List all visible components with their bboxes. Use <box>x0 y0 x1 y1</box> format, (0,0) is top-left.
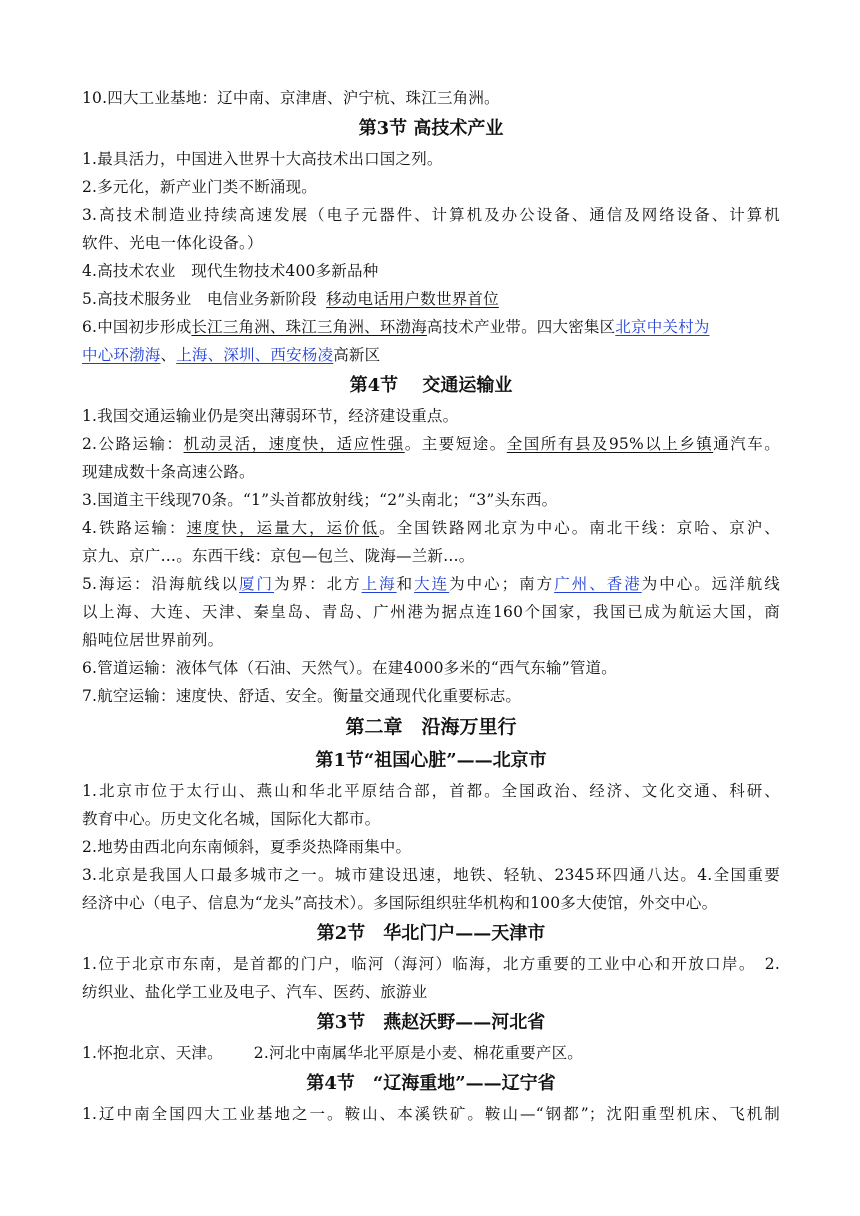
paragraph: 7.航空运输：速度快、舒适、安全。衡量交通现代化重要标志。 <box>82 687 522 705</box>
underlined-text: 机动灵活，速度快，适应性强 <box>183 435 405 453</box>
paragraph <box>82 430 780 458</box>
hyperlink-dalian[interactable]: 大连 <box>414 575 450 593</box>
section-heading-transport: 第4节 交通运输业 <box>349 375 513 396</box>
paragraph: 3.北京是我国人口最多城市之一。城市建设迅速，地铁、轻轨、2345环四通八达。4.全国重要 <box>82 866 780 884</box>
section-heading-hebei: 第3节 燕赵沃野——河北省 <box>316 1012 546 1033</box>
text-run: 为中心；南方 <box>449 575 555 593</box>
text-run: 高新区 <box>333 346 381 364</box>
text-run: 现代生物技术400多新品种 <box>191 262 379 280</box>
text-run: 6.中国初步形成 <box>82 318 192 336</box>
paragraph: 1.我国交通运输业仍是突出薄弱环节，经济建设重点。 <box>82 407 459 425</box>
hyperlink-xiamen[interactable]: 厦门 <box>239 575 275 593</box>
paragraph <box>82 514 780 542</box>
text-run: 。全国铁路网北京为中心。南北干线：京哈、京沪、 <box>379 519 781 537</box>
paragraph: 以上海、大连、天津、秦皇岛、青岛、广州港为据点连160个国家，我国已成为航运大国，商 <box>82 603 780 621</box>
text-run: 为中心。远洋航线 <box>641 575 780 593</box>
section-heading-liaoning: 第4节 “辽海重地”——辽宁省 <box>306 1073 556 1094</box>
paragraph: 京九、京广…。东西干线：京包—包兰、陇海—兰新…。 <box>82 547 475 565</box>
hyperlink-guangzhou-hongkong[interactable]: 广州、香港 <box>554 575 642 593</box>
paragraph: 3.国道主干线现70条。“1”头首都放射线；“2”头南北；“3”头东西。 <box>82 491 558 509</box>
paragraph: 船吨位居世界前列。 <box>82 631 224 649</box>
hyperlink-hightech-zones[interactable]: 上海、深圳、西安杨凌 <box>176 346 334 364</box>
text-run: 4.铁路运输： <box>82 519 187 537</box>
text-run: 高技术产业带。四大密集区 <box>426 318 616 336</box>
text-run: 。主要短途。 <box>404 435 507 453</box>
section-heading-beijing: 第1节“祖国心脏”——北京市 <box>315 750 547 771</box>
hyperlink-zhongguancun[interactable]: 中心环渤海 <box>82 346 161 364</box>
hyperlink-zhongguancun[interactable]: 北京中关村为 <box>615 318 710 336</box>
section-heading-tianjin: 第2节 华北门户——天津市 <box>316 923 546 944</box>
paragraph: 1.位于北京市东南，是首都的门户，临河（海河）临海，北方重要的工业中心和开放口岸。 2. <box>82 955 780 973</box>
underlined-text: 移动电话用户数世界首位 <box>326 290 499 308</box>
text-run: 5.海运：沿海航线以 <box>82 575 240 593</box>
paragraph: 1.北京市位于太行山、燕山和华北平原结合部，首都。全国政治、经济、文化交通、科研、 <box>82 782 780 800</box>
section-heading-high-tech: 第3节 高技术产业 <box>358 118 504 139</box>
paragraph <box>82 313 780 369</box>
underlined-text: 速度快，运量大，运价低 <box>186 519 380 537</box>
text-run: 2.河北中南属华北平原是小麦、棉花重要产区。 <box>253 1044 583 1062</box>
text-run: 4.高技术农业 <box>82 262 176 280</box>
chapter-heading-coastal: 第二章 沿海万里行 <box>345 716 517 738</box>
hyperlink-shanghai[interactable]: 上海 <box>361 575 397 593</box>
text-run: 和 <box>396 575 415 593</box>
paragraph: 教育中心。历史文化名城，国际化大都市。 <box>82 810 381 828</box>
text-run: 通汽车。 <box>713 435 780 453</box>
paragraph: 1.辽中南全国四大工业基地之一。鞍山、本溪铁矿。鞍山—“钢都”；沈阳重型机床、飞机制 <box>82 1105 780 1123</box>
text-run: 1.怀抱北京、天津。 <box>82 1044 223 1062</box>
paragraph: 6.管道运输：液体气体（石油、天然气）。在建4000多米的“西气东输”管道。 <box>82 659 617 677</box>
paragraph: 现建成数十条高速公路。 <box>82 463 255 481</box>
text-run: 电信业务新阶段 <box>206 290 317 308</box>
text-run: 为界：北方 <box>274 575 362 593</box>
paragraph-industrial-bases: 10.四大工业基地：辽中南、京津唐、沪宁杭、珠江三角洲。 <box>82 89 500 107</box>
paragraph: 2.多元化，新产业门类不断涌现。 <box>82 178 317 196</box>
paragraph: 纺织业、盐化学工业及电子、汽车、医药、旅游业 <box>82 983 428 1001</box>
paragraph: 2.地势由西北向东南倾斜，夏季炎热降雨集中。 <box>82 838 412 856</box>
text-run: 2.公路运输： <box>82 435 184 453</box>
paragraph: 3.高技术制造业持续高速发展（电子元器件、计算机及办公设备、通信及网络设备、计算机 <box>82 206 780 224</box>
paragraph <box>82 570 780 598</box>
paragraph: 经济中心（电子、信息为“龙头”高技术）。多国际组织驻华机构和100多大使馆，外交中心。 <box>82 894 718 912</box>
underlined-text: 全国所有县及95%以上乡镇 <box>506 435 714 453</box>
text-run: 、 <box>160 346 177 364</box>
paragraph <box>82 285 780 313</box>
paragraph <box>82 257 780 285</box>
paragraph: 1.最具活力，中国进入世界十大高技术出口国之列。 <box>82 150 443 168</box>
paragraph <box>82 1039 780 1067</box>
paragraph: 软件、光电一体化设备。） <box>82 234 263 252</box>
text-run: 5.高技术服务业 <box>82 290 192 308</box>
underlined-text: 长江三角洲、珠江三角洲、环渤海 <box>191 318 427 336</box>
